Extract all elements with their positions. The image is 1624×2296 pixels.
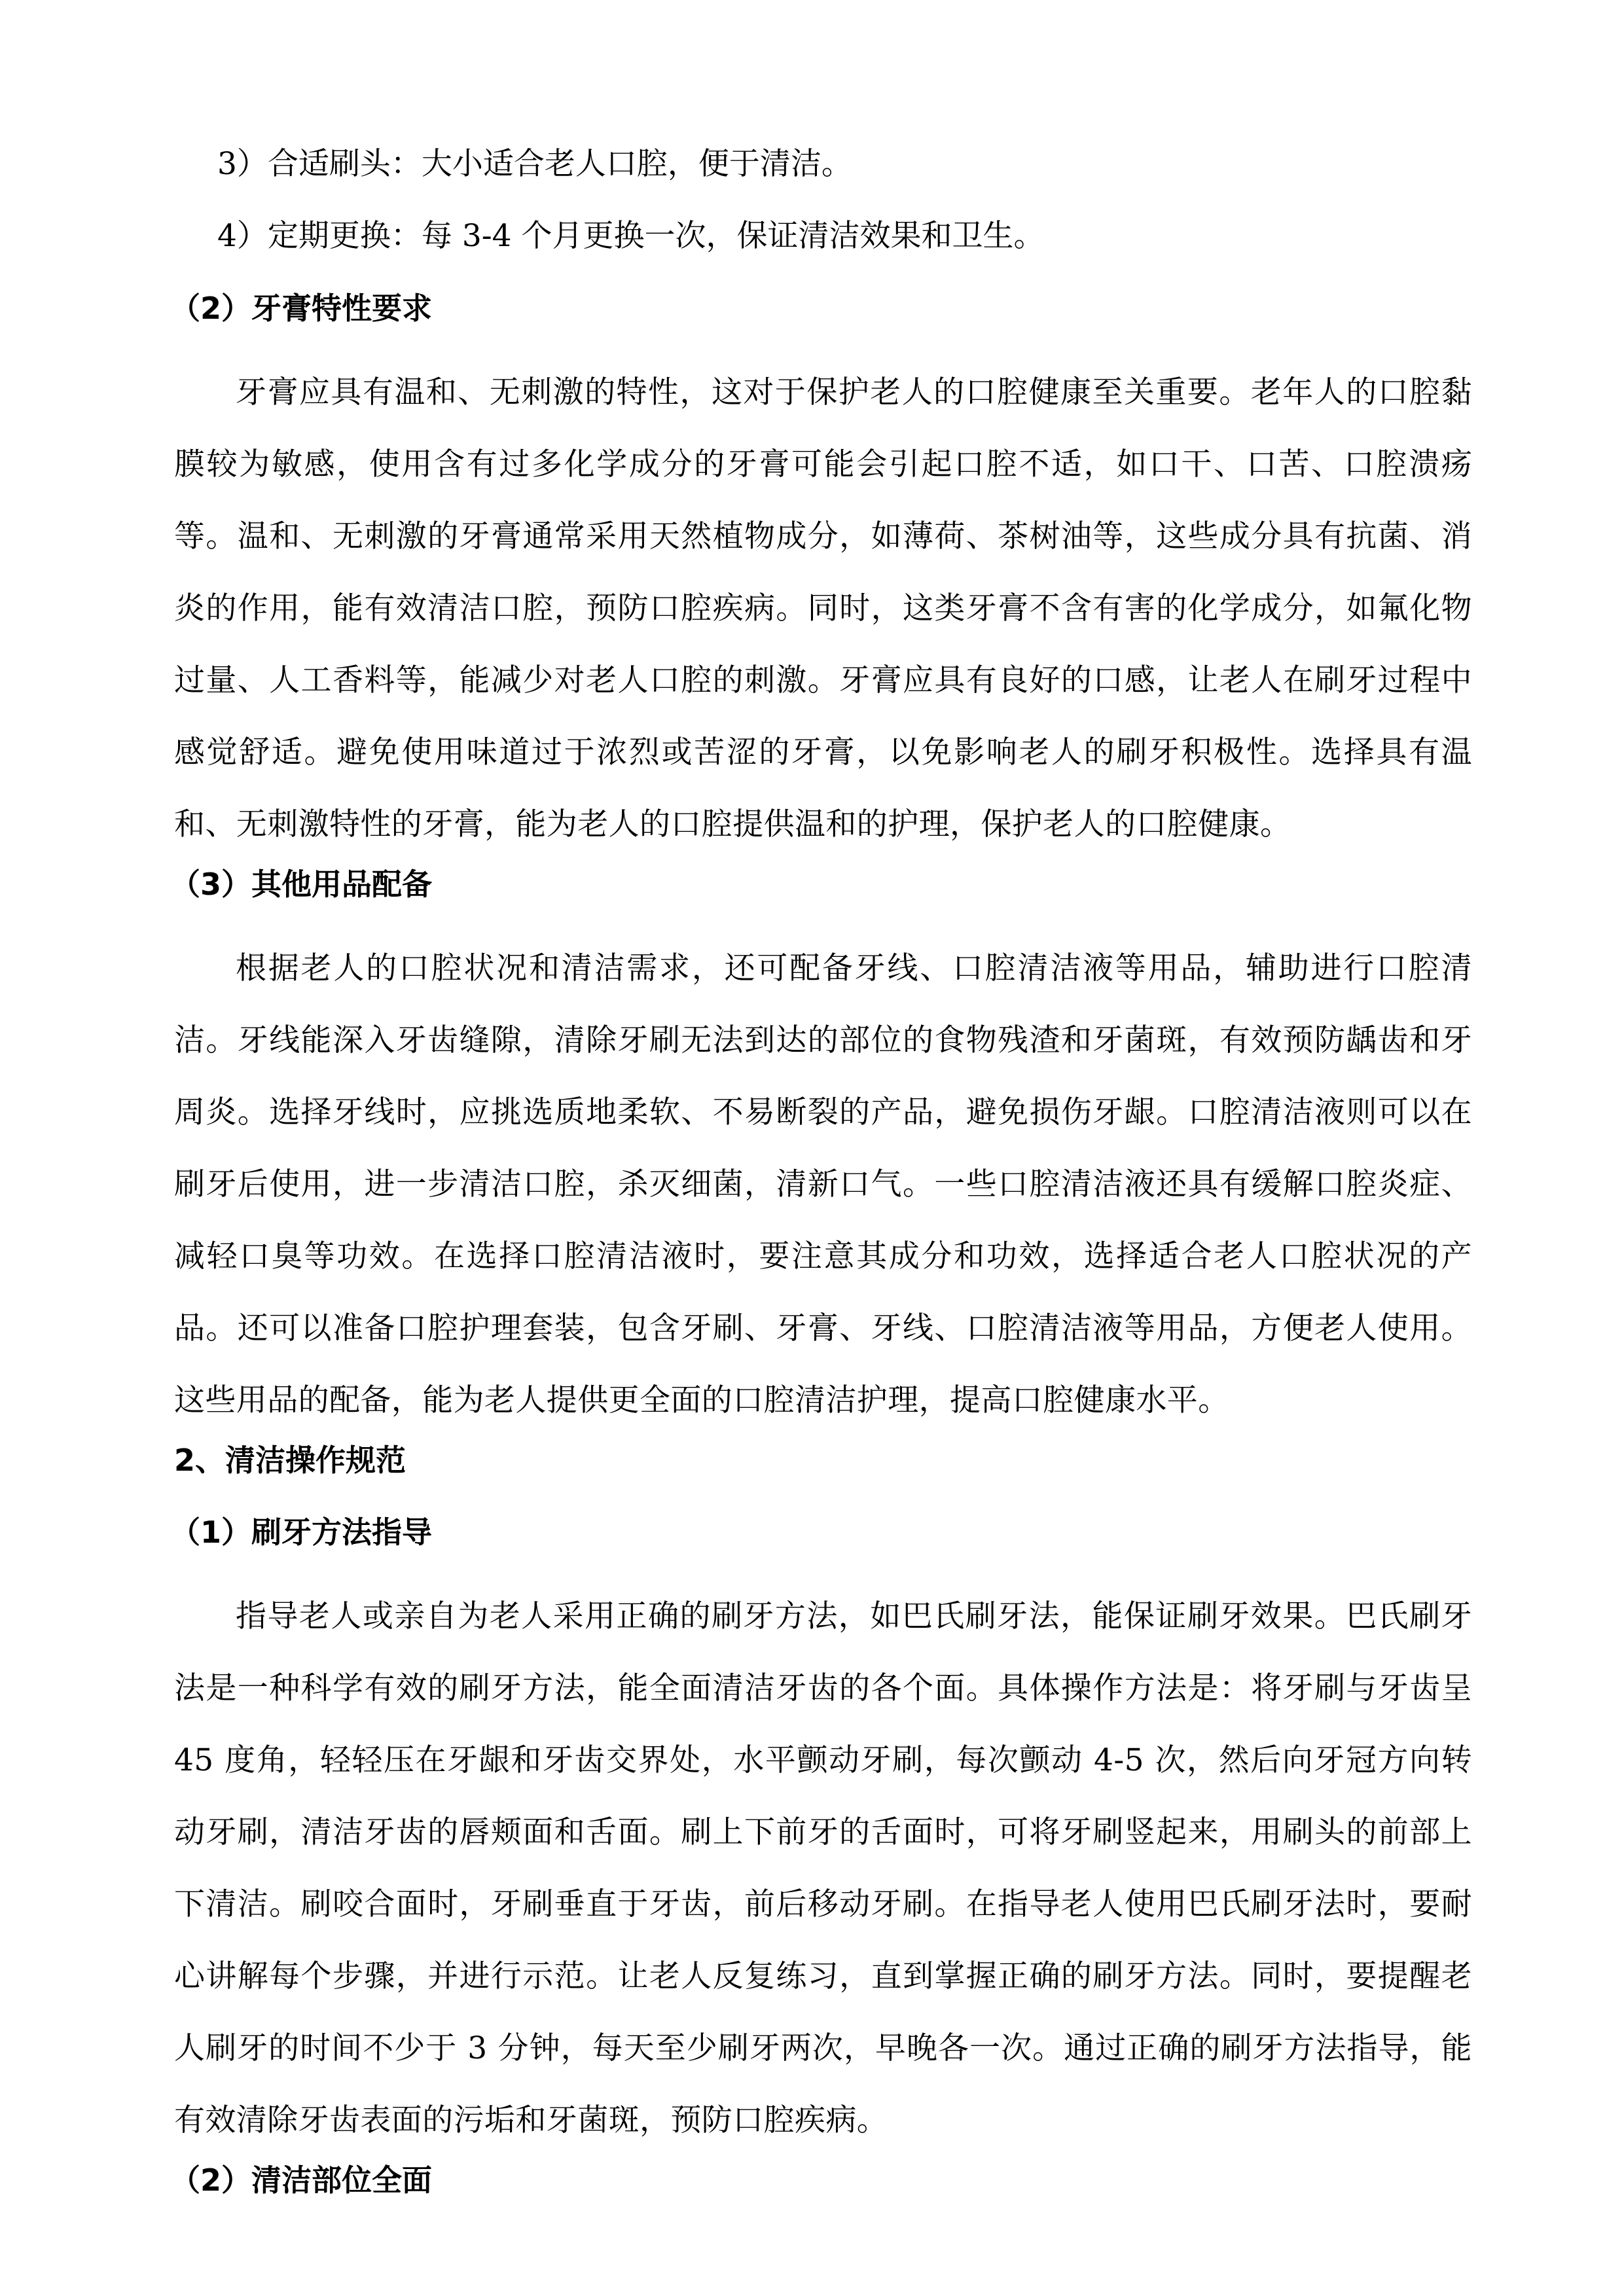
list-item-brush-head: 3）合适刷头：大小适合老人口腔，便于清洁。: [217, 146, 852, 182]
paragraph-toothpaste: 牙膏应具有温和、无刺激的特性，这对于保护老人的口腔健康至关重要。老年人的口腔黏膜较为敏感，使用含有过多化学成分的牙膏可能会引起口腔不适，如口干、口苦、口腔溃疡等。温和、无刺激的牙膏通常采用天然植物成分，如薄荷、茶树油等，这些成分具有抗菌、消炎的作用，能有效清洁口腔，预防口腔疾病。同时，这类牙膏不含有害的化学成分，如氟化物过量、人工香料等，能减少对老人口腔的刺激。牙膏应具有良好的口感，让老人在刷牙过程中感觉舒适。避免使用味道过于浓烈或苦涩的牙膏，以免影响老人的刷牙积极性。选择具有温和、无刺激特性的牙膏，能为老人的口腔提供温和的护理，保护老人的口腔健康。: [174, 374, 1472, 842]
list-item-replace-regularly: 4）定期更换：每 3-4 个月更换一次，保证清洁效果和卫生。: [217, 218, 1045, 254]
document-body: [170, 141, 1472, 2229]
subheading-other-supplies: （3）其他用品配备: [170, 867, 433, 902]
section-heading-cleaning-procedures: 2、清洁操作规范: [174, 1443, 406, 1478]
paragraph-brushing-method: 指导老人或亲自为老人采用正确的刷牙方法，如巴氏刷牙法，能保证刷牙效果。巴氏刷牙法是一种科学有效的刷牙方法，能全面清洁牙齿的各个面。具体操作方法是：将牙刷与牙齿呈 45 度角，轻轻压在牙龈和牙齿交界处，水平颤动牙刷，每次颤动 4-5 次，然后向牙冠方向转动牙刷，清洁牙齿的唇颊面和舌面。刷上下前牙的舌面时，可将牙刷竖起来，用刷头的前部上下清洁。刷咬合面时，牙刷垂直于牙齿，前后移动牙刷。在指导老人使用巴氏刷牙法时，要耐心讲解每个步骤，并进行示范。让老人反复练习，直到掌握正确的刷牙方法。同时，要提醒老人刷牙的时间不少于 3 分钟，每天至少刷牙两次，早晚各一次。通过正确的刷牙方法指导，能有效清除牙齿表面的污垢和牙菌斑，预防口腔疾病。: [174, 1598, 1472, 2138]
paragraph-other-supplies: 根据老人的口腔状况和清洁需求，还可配备牙线、口腔清洁液等用品，辅助进行口腔清洁。牙线能深入牙齿缝隙，清除牙刷无法到达的部位的食物残渣和牙菌斑，有效预防龋齿和牙周炎。选择牙线时，应挑选质地柔软、不易断裂的产品，避免损伤牙龈。口腔清洁液则可以在刷牙后使用，进一步清洁口腔，杀灭细菌，清新口气。一些口腔清洁液还具有缓解口腔炎症、减轻口臭等功效。在选择口腔清洁液时，要注意其成分和功效，选择适合老人口腔状况的产品。还可以准备口腔护理套装，包含牙刷、牙膏、牙线、口腔清洁液等用品，方便老人使用。这些用品的配备，能为老人提供更全面的口腔清洁护理，提高口腔健康水平。: [174, 950, 1472, 1418]
subheading-brushing-method: （1）刷牙方法指导: [170, 1515, 433, 1550]
subheading-comprehensive-cleaning: （2）清洁部位全面: [170, 2162, 433, 2198]
subheading-toothpaste-requirements: （2）牙膏特性要求: [170, 291, 433, 326]
